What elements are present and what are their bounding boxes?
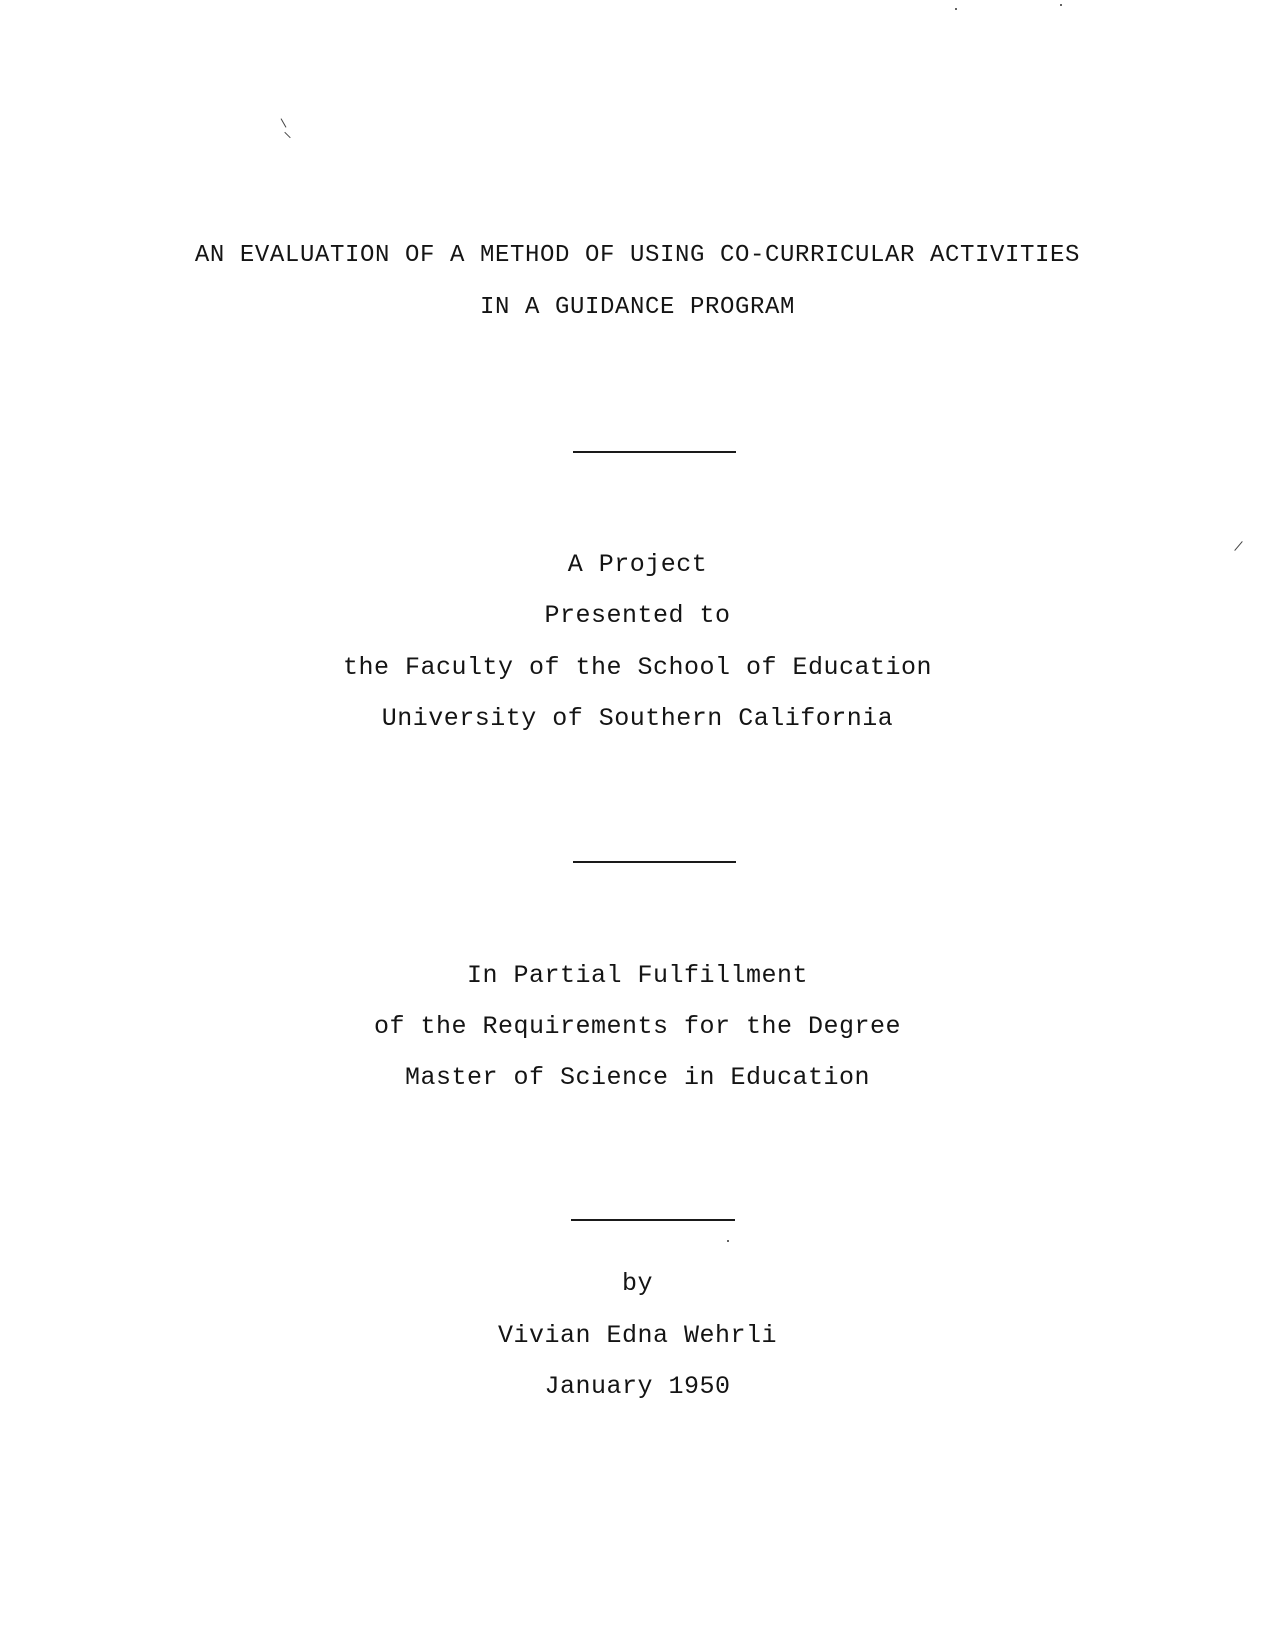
fulfillment-line-2: of the Requirements for the Degree xyxy=(373,1012,902,1041)
divider-rule-1 xyxy=(573,451,736,453)
degree-line: Master of Science in Education xyxy=(404,1063,871,1092)
date-line: January 1950 xyxy=(544,1372,731,1401)
fulfillment-line-1: In Partial Fulfillment xyxy=(466,961,809,990)
author-name: Vivian Edna Wehrli xyxy=(497,1321,778,1350)
faculty-line: the Faculty of the School of Education xyxy=(342,653,933,682)
divider-rule-3 xyxy=(571,1219,735,1221)
scan-speck xyxy=(727,1240,729,1242)
scan-speck xyxy=(1060,4,1062,6)
title-line-1: AN EVALUATION OF A METHOD OF USING CO-CURRICULAR ACTIVITIES xyxy=(194,242,1081,269)
presented-to: Presented to xyxy=(544,601,731,630)
scan-speck xyxy=(955,8,957,10)
scan-mark xyxy=(281,118,287,127)
project-label: A Project xyxy=(567,550,708,579)
divider-rule-2 xyxy=(573,861,736,863)
by-label: by xyxy=(621,1269,653,1298)
title-line-2: IN A GUIDANCE PROGRAM xyxy=(479,294,796,321)
scan-mark xyxy=(284,132,290,138)
university-line: University of Southern California xyxy=(381,704,894,733)
